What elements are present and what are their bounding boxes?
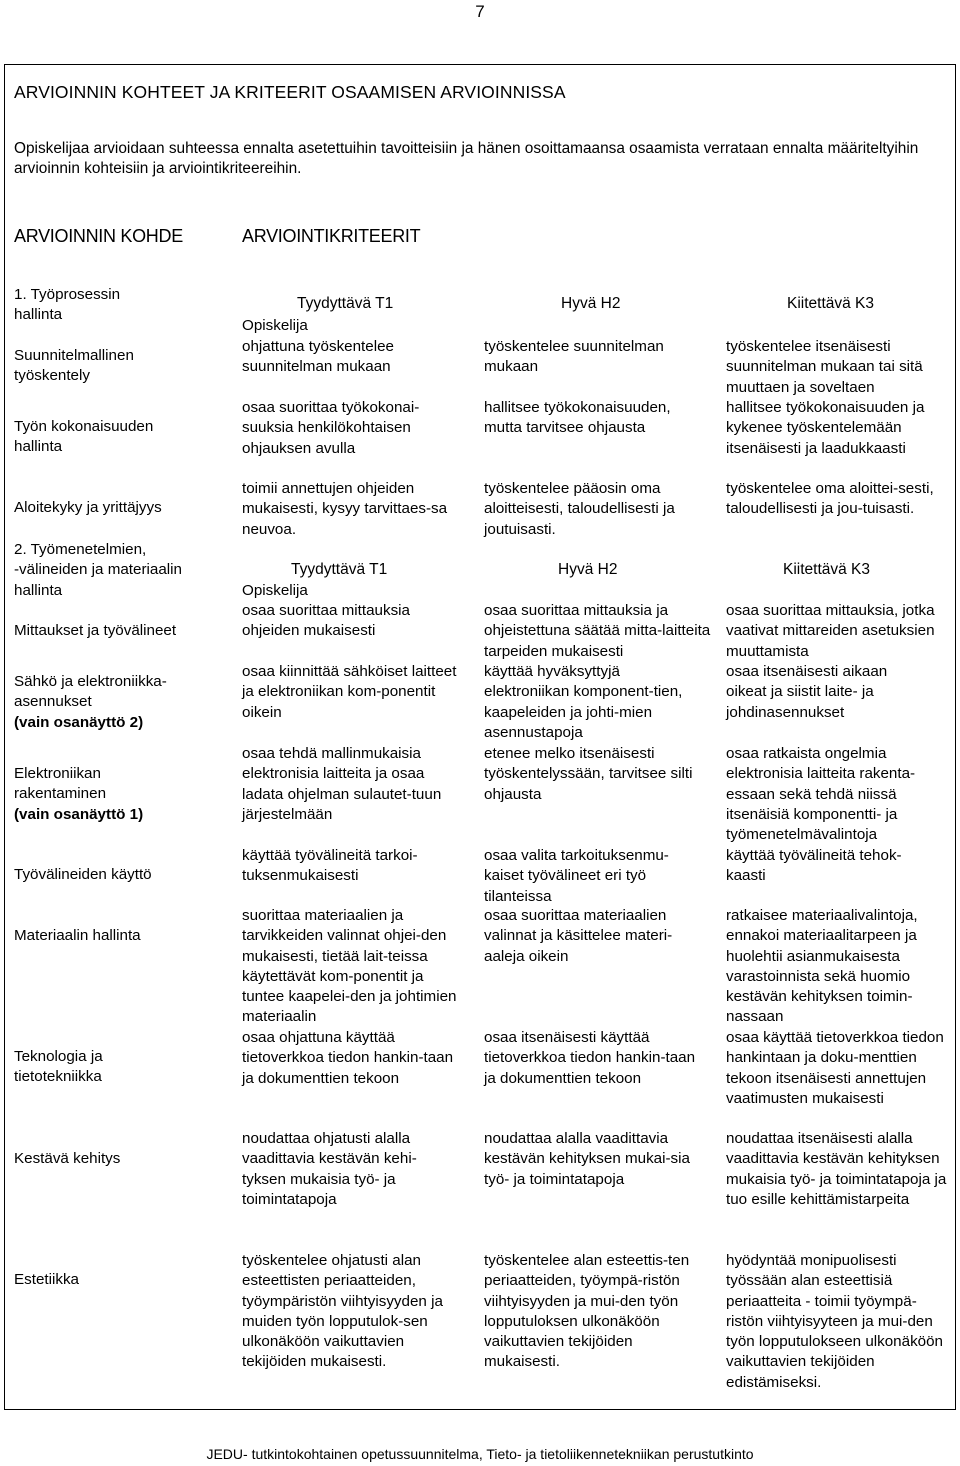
electronics-building-label: Elektroniikan rakentaminen [14, 765, 107, 803]
column-heading-target: ARVIOINNIN KOHDE [14, 226, 183, 246]
section1-subject: Opiskelija [242, 317, 308, 334]
s2-aesthetics-k3: hyödyntää monipuolisesti työssään alan esteettisiä periaatteita - toimii työympä-ristön viihtyisyyteen ja mui-den työn lopputulokseen ulkonäköön vaikuttavien tekijöiden edistämiseksi. [726, 1252, 944, 1391]
s2-sustain-t1: noudattaa ohjatusti alalla vaadittavia kestävän kehi-tyksen mukaisia työ- ja toimintatapoja [242, 1130, 417, 1208]
s2-measure-k3: osaa suorittaa mittauksia, jotka vaativat mittareiden asetuksien muuttamista [726, 602, 935, 660]
s2-measure-t1: osaa suorittaa mittauksia ohjeiden mukaisesti [242, 602, 410, 640]
page-number: 7 [475, 2, 485, 21]
section1-title-line1: 1. Työprosessin [14, 286, 121, 303]
section1-level-h2: Hyvä H2 [561, 295, 621, 312]
section2-title-line1: 2. Työmenetelmien, [14, 541, 147, 558]
s2-install-k3: osaa itsenäisesti aikaan oikeat ja siistit laite- ja johdinasennukset [726, 663, 888, 721]
s2-tech-k3: osaa käyttää tietoverkkoa tiedon hankintaan ja doku-menttien tekoon itsenäisesti annettujen vaatimusten mukaisesti [726, 1029, 944, 1107]
s2-build-k3: osaa ratkaista ongelmia elektronisia laitteita rakenta-essaan sekä tehdä niissä itsenäisiä komponentti- ja työmenetelmävalintoja [726, 745, 916, 844]
s2-tools-h2: osaa valita tarkoituksenmu-kaiset työvälineet eri työ tilanteissa [484, 847, 669, 905]
section1-title [14, 285, 214, 326]
section2-item-tool-usage: Työvälineiden käyttö [14, 866, 152, 883]
section2-level-h2: Hyvä H2 [558, 561, 618, 578]
s2-tech-t1: osaa ohjattuna käyttää tietoverkkoa tiedon hankin-taan ja dokumenttien tekoon [242, 1029, 454, 1087]
section2-title-line3: hallinta [14, 581, 63, 599]
section2-item-electronics-building [14, 764, 184, 825]
section2-item-aesthetics: Estetiikka [14, 1271, 79, 1288]
s2-tools-t1: käyttää työvälineitä tarkoi-tuksenmukaisesti [242, 847, 418, 885]
s1-b-t1: osaa suorittaa työkokonai-suuksia henkilökohtaisen ohjauksen avulla [242, 399, 420, 457]
intro-paragraph: Opiskelijaa arvioidaan suhteessa ennalta asetettuihin tavoitteisiin ja hänen osoittamaansa osaamista verrataan ennalta määriteltyihin arvioinnin kohteisiin ja arviointikriteereihin. [14, 140, 919, 177]
section2-item-electrical-installations [14, 672, 209, 733]
s1-c-t1: toimii annettujen ohjeiden mukaisesti, kysyy tarvittaes-sa neuvoa. [242, 480, 448, 538]
s1-a-t1: ohjattuna työskentelee suunnitelman mukaan [242, 338, 394, 376]
section2-level-k3: Kiitettävä K3 [783, 561, 871, 578]
s2-build-t1: osaa tehdä mallinmukaisia elektronisia laitteita ja osaa ladata ohjelman sulautet-tuun järjestelmään [242, 745, 442, 823]
section1-level-k3: Kiitettävä K3 [787, 295, 875, 312]
s1-b-k3: hallitsee työkokonaisuuden ja kykenee työskentelemään itsenäisesti ja laadukkaasti [726, 399, 925, 457]
s2-measure-h2: osaa suorittaa mittauksia ja ohjeistettuna säätää mitta-laitteita tarpeiden mukaisesti [484, 602, 711, 660]
section2-item-measurements: Mittaukset ja työvälineet [14, 622, 177, 639]
section2-subject: Opiskelija [242, 582, 308, 599]
s2-material-k3: ratkaisee materiaalivalintoja, ennakoi materiaalitarpeen ja huolehtii asianmukaisesta varastoinnista sekä huomio kestävän kehityksen toimin-nassaan [726, 907, 918, 1026]
section2-title-line2: -välineiden ja materiaalin [14, 561, 182, 579]
section2-item-sustainability: Kestävä kehitys [14, 1150, 121, 1167]
s2-material-h2: osaa suorittaa materiaalien valinnat ja käsittelee materi-aaleja oikein [484, 907, 673, 965]
section1-item-work-entirety: Työn kokonaisuuden hallinta [14, 418, 154, 456]
section2-item-material-management: Materiaalin hallinta [14, 927, 141, 944]
section2-item-technology: Teknologia ja tietotekniikka [14, 1048, 103, 1086]
s1-a-k3: työskentelee itsenäisesti suunnitelman mukaan tai sitä muuttaen ja soveltaen [726, 338, 923, 396]
column-heading-criteria: ARVIOINTIKRITEERIT [242, 226, 421, 246]
section2-title [14, 540, 229, 601]
electrical-installations-label: Sähkö ja elektroniikka-asennukset [14, 673, 167, 711]
s2-tools-k3: käyttää työvälineitä tehok-kaasti [726, 847, 902, 885]
s1-c-k3: työskentelee oma aloittei-sesti, taloudellisesti ja jou-tuisasti. [726, 480, 934, 518]
section1-title-line2: hallinta [14, 306, 63, 324]
page-title: ARVIOINNIN KOHTEET JA KRITEERIT OSAAMISEN ARVIOINNISSA [14, 82, 566, 102]
section1-item-initiative: Aloitekyky ja yrittäjyys [14, 499, 162, 516]
section1-level-t1: Tyydyttävä T1 [297, 295, 394, 312]
section1-item-planned-work: Suunnitelmallinen työskentely [14, 347, 134, 385]
s2-aesthetics-t1: työskentelee ohjatusti alan esteettisten periaatteiden, työympäristön viihtyisyyden ja muiden työn lopputulok-sen ulkonäköön vaikuttavien tekijöiden mukaisesti. [242, 1252, 443, 1371]
s1-c-h2: työskentelee pääosin oma aloitteisesti, taloudellisesti ja joutuisasti. [484, 480, 675, 538]
section2-level-t1: Tyydyttävä T1 [291, 561, 388, 578]
s2-tech-h2: osaa itsenäisesti käyttää tietoverkkoa tiedon hankin-taan ja dokumenttien tekoon [484, 1029, 696, 1087]
electrical-installations-note: (vain osanäyttö 2) [14, 713, 144, 731]
s2-install-t1: osaa kiinnittää sähköiset laitteet ja elektroniikan kom-ponentit oikein [242, 663, 457, 721]
s2-install-h2: käyttää hyväksyttyjä elektroniikan komponent-tien, kaapeleiden ja johti-mien asennustapoja [484, 663, 683, 741]
s1-a-h2: työskentelee suunnitelman mukaan [484, 338, 664, 376]
s2-sustain-h2: noudattaa alalla vaadittavia kestävän kehityksen mukai-sia työ- ja toimintatapoja [484, 1130, 690, 1188]
s2-aesthetics-h2: työskentelee alan esteettis-ten periaatteiden, työympä-ristön viihtyisyyden ja mui-den työn lopputuloksen ulkonäköön vaikuttavien tekijöiden mukaisesti. [484, 1252, 690, 1371]
page-footer: JEDU- tutkintokohtainen opetussuunnitelma, Tieto- ja tietoliikennetekniikan perustutkinto [206, 1446, 754, 1462]
s2-material-t1: suorittaa materiaalien ja tarvikkeiden valinnat ohjei-den mukaisesti, tietää lait-teissa käytettävät kom-ponentit ja tuntee kaapelei-den ja johtimien materiaalin [242, 907, 457, 1026]
s1-b-h2: hallitsee työkokonaisuuden, mutta tarvitsee ohjausta [484, 399, 671, 437]
s2-sustain-k3: noudattaa itsenäisesti alalla vaadittavia kestävän kehityksen mukaisia työ- ja toimintatapoja ja tuo esille kehittämistarpeita [726, 1130, 947, 1208]
electronics-building-note: (vain osanäyttö 1) [14, 805, 144, 823]
s2-build-h2: etenee melko itsenäisesti työskentelyssään, tarvitsee silti ohjausta [484, 745, 693, 803]
